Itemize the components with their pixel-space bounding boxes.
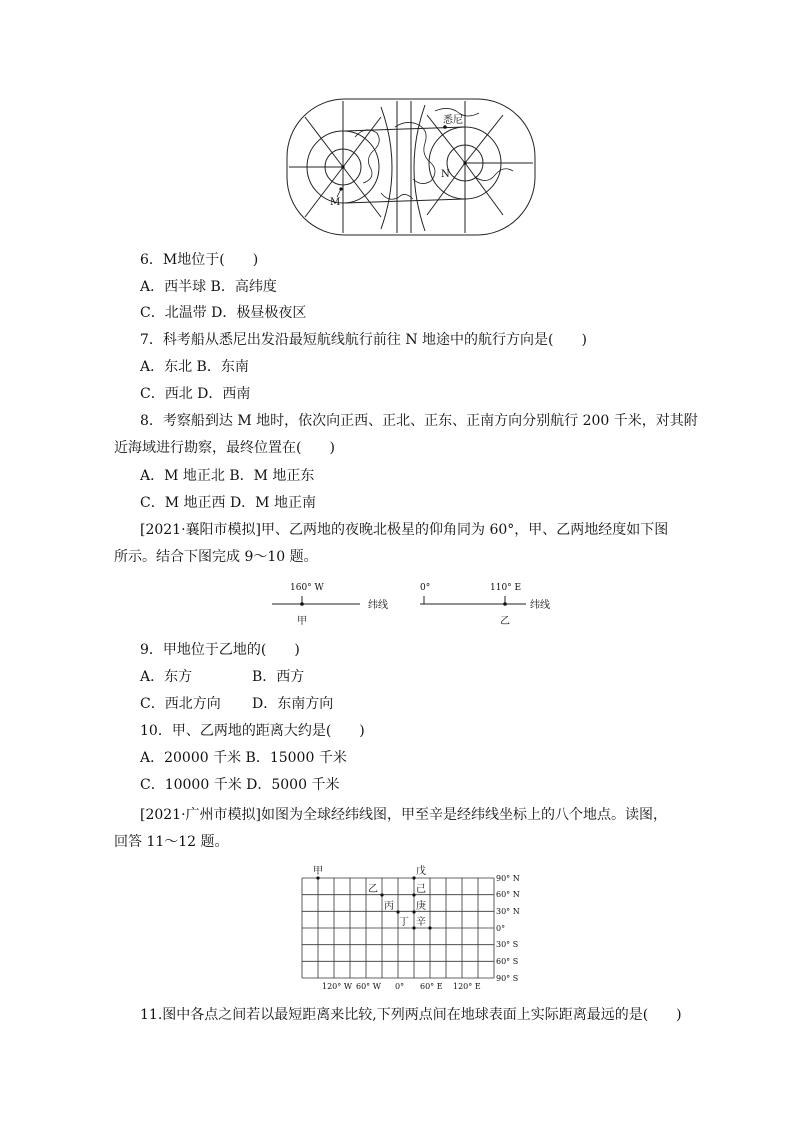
lon-label-120w: 120° W <box>322 982 353 991</box>
lat-label-90s: 90° S <box>496 974 519 983</box>
q10-options-cd: C．10000 千米 D．5000 千米 <box>140 777 340 793</box>
point-geng: 庚 <box>416 901 426 912</box>
lat-label-60n: 60° N <box>496 890 520 899</box>
lon-label-60e: 60° E <box>420 982 443 991</box>
q9-option-d: D．东南方向 <box>252 696 334 712</box>
q7-options-cd: C．西北 D．西南 <box>140 386 251 402</box>
lon-110e-label: 110° E <box>490 583 522 593</box>
q7-stem: 7．科考船从悉尼出发沿最短航线航行前往 N 地途中的航行方向是( ) <box>140 332 587 348</box>
q10-stem: 10．甲、乙两地的距离大约是( ) <box>140 723 365 739</box>
intro2-line2: 回答 11～12 题。 <box>114 834 229 850</box>
lat-label-30s: 30° S <box>496 940 519 949</box>
point-jia: 甲 <box>313 866 323 877</box>
lon-label-60w: 60° W <box>356 982 381 991</box>
q9-stem: 9．甲地位于乙地的( ) <box>140 642 300 658</box>
lat-label-90n: 90° N <box>496 874 520 883</box>
point-m-label: M <box>330 197 341 208</box>
sydney-label: 悉尼 <box>443 115 463 126</box>
q8-options-cd: C．M 地正西 D．M 地正南 <box>140 495 316 511</box>
point-xin: 辛 <box>416 917 426 928</box>
lat-line-label-left: 纬线 <box>368 600 388 611</box>
world-map-figure <box>285 97 537 237</box>
q8-stem-line1: 8．考察船到达 M 地时，依次向正西、正北、正东、正南方向分别航行 200 千米，对其附 <box>140 413 698 429</box>
q8-options-ab: A．M 地正北 B．M 地正东 <box>140 468 315 484</box>
intro1-line2: 所示。结合下图完成 9～10 题。 <box>114 549 318 565</box>
point-yi: 乙 <box>368 884 378 895</box>
q6-options-ab: A．西半球 B．高纬度 <box>140 279 277 295</box>
q7-options-ab: A．东北 B．东南 <box>140 359 249 375</box>
lon-0-label: 0° <box>420 583 431 593</box>
q9-option-c: C．西北方向 <box>140 696 221 712</box>
q6-stem: 6．M地位于( ) <box>140 252 259 268</box>
lon-160w-label: 160° W <box>290 583 324 593</box>
lat-label-60s: 60° S <box>496 957 519 966</box>
point-yi-label: 乙 <box>500 616 510 627</box>
lon-label-0: 0° <box>395 982 405 991</box>
q8-stem-line2: 近海域进行勘察，最终位置在( ) <box>114 440 335 456</box>
grid-point-dot <box>428 926 431 929</box>
q11-stem: 11.图中各点之间若以最短距离来比较,下列两点间在地球表面上实际距离最远的是( ) <box>140 1007 682 1023</box>
intro1-line1: [2021·襄阳市模拟]甲、乙两地的夜晚北极星的仰角同为 60°，甲、乙两地经度如下图 <box>140 522 669 538</box>
point-ji: 己 <box>416 884 426 895</box>
point-jia-label: 甲 <box>297 616 307 627</box>
q6-options-cd: C．北温带 D．极昼极夜区 <box>140 305 307 321</box>
point-ding: 丁 <box>399 917 409 928</box>
point-bing: 丙 <box>384 901 394 912</box>
q10-options-ab: A．20000 千米 B．15000 千米 <box>140 750 347 766</box>
lat-label-30n: 30° N <box>496 907 520 916</box>
q9-option-b: B．西方 <box>252 669 305 685</box>
lat-line-label-right: 纬线 <box>530 600 550 611</box>
intro2-line1: [2021·广州市模拟]如图为全球经纬线图，甲至辛是经纬线坐标上的八个地点。读图， <box>140 807 668 823</box>
longitude-figure <box>268 576 558 630</box>
lon-label-120e: 120° E <box>453 982 481 991</box>
q9-option-a: A．东方 <box>140 669 193 685</box>
grid-point-dot <box>380 893 383 896</box>
point-n-label: N <box>441 169 450 180</box>
lat-label-0: 0° <box>496 924 506 933</box>
lat-lon-grid-figure <box>296 862 528 992</box>
point-wu: 戊 <box>416 866 426 877</box>
grid-point-dot <box>396 910 399 913</box>
